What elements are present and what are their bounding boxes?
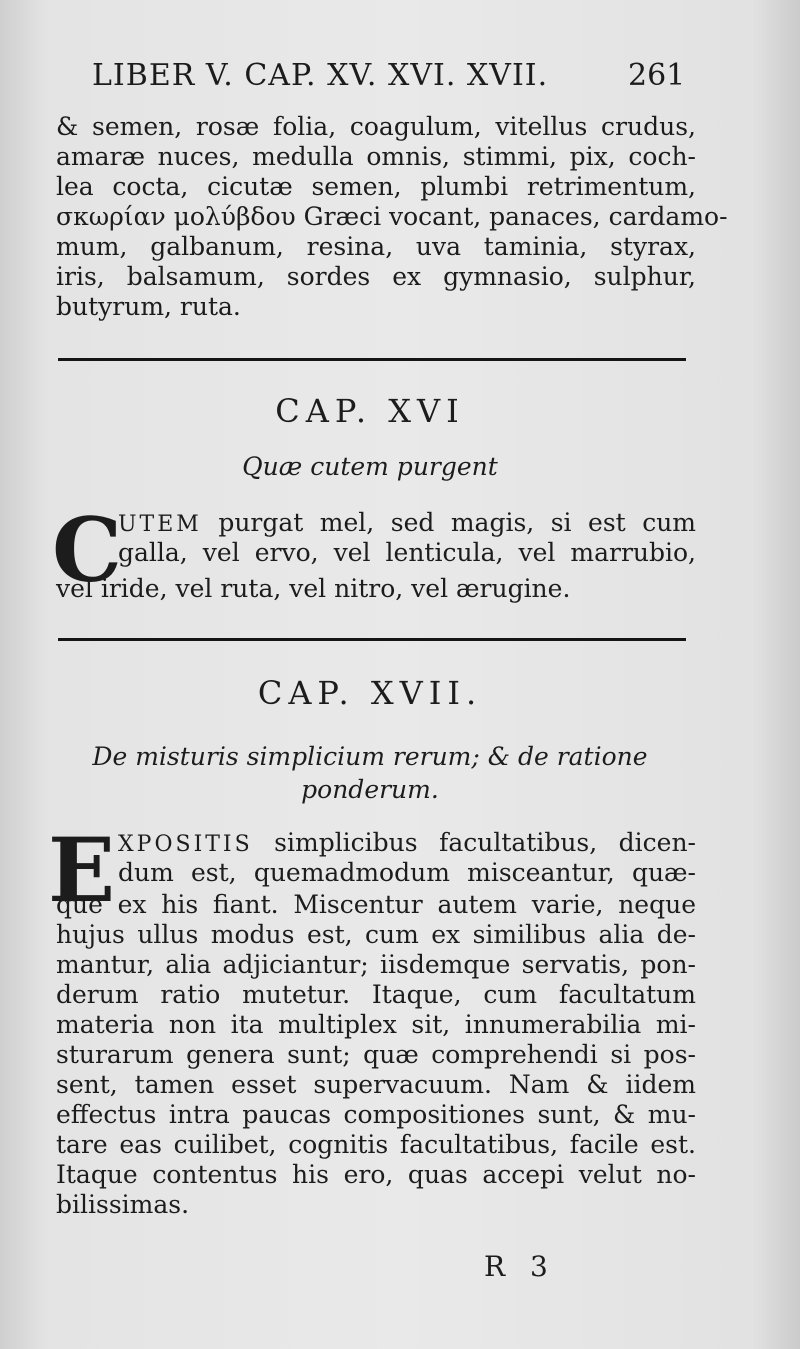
text-line: lea cocta, cicutæ semen, plumbi retrimentum, (56, 172, 696, 201)
text-line: sent, tamen esset supervacuum. Nam & iidem (56, 1070, 696, 1099)
text-line: mum, galbanum, resina, uva taminia, styrax, (56, 232, 696, 261)
drop-cap: C (52, 498, 123, 602)
text-line (118, 828, 696, 858)
top-paragraph (56, 112, 728, 322)
cap17-paragraph-first-lines (118, 828, 696, 888)
cap16-paragraph-first-lines (118, 508, 696, 568)
chapter-heading-xvi: CAP. XVI (275, 392, 465, 430)
text-line: tare eas cuilibet, cognitis facultatibus, facile est. (56, 1130, 696, 1159)
section-rule (58, 358, 686, 361)
text-span: purgat mel, sed magis, si est cum (218, 508, 697, 537)
text-line: que ex his fiant. Miscentur autem varie, neque (56, 890, 696, 919)
cap17-paragraph-body (56, 890, 696, 1220)
text-line: bilissimas. (56, 1190, 190, 1219)
chapter-subtitle-xvii-line1: De misturis simplicium rerum; & de ratione (92, 742, 648, 771)
page-header (0, 58, 800, 108)
text-line: amaræ nuces, medulla omnis, stimmi, pix, coch- (56, 142, 696, 171)
lead-in-caps: XPOSITIS (118, 832, 253, 857)
text-line: materia non ita multiplex sit, innumerabilia mi- (56, 1010, 696, 1039)
text-line: iris, balsamum, sordes ex gymnasio, sulphur, (56, 262, 696, 291)
section-rule (58, 638, 686, 641)
text-line: Itaque contentus his ero, quas accepi velut no- (56, 1160, 696, 1189)
running-head: LIBER V. CAP. XV. XVI. XVII. (92, 58, 549, 93)
drop-cap: E (48, 818, 116, 922)
text-line: dum est, quemadmodum misceantur, quæ- (118, 858, 696, 887)
page-number: 261 (628, 58, 686, 93)
text-line: hujus ullus modus est, cum ex similibus alia de- (56, 920, 696, 949)
text-line: vel iride, vel ruta, vel nitro, vel ærugine. (56, 574, 571, 603)
text-line: effectus intra paucas compositiones sunt, & mu- (56, 1100, 696, 1129)
lead-in-caps: UTEM (118, 512, 202, 537)
signature-mark: R 3 (484, 1250, 556, 1283)
text-line: & semen, rosæ folia, coagulum, vitellus crudus, (56, 112, 696, 141)
text-line: mantur, alia adjiciantur; iisdemque servatis, pon- (56, 950, 696, 979)
text-line (118, 508, 696, 538)
text-line: butyrum, ruta. (56, 292, 241, 321)
chapter-heading-xvii: CAP. XVII. (257, 674, 483, 712)
cap16-paragraph-last-line (56, 574, 696, 604)
text-line: sturarum genera sunt; quæ comprehendi si pos- (56, 1040, 696, 1069)
text-line: derum ratio mutetur. Itaque, cum facultatum (56, 980, 696, 1009)
chapter-subtitle-xvi: Quæ cutem purgent (242, 452, 498, 481)
chapter-subtitle-xvii-line2: ponderum. (301, 775, 439, 804)
text-span: simplicibus facultatibus, dicen- (274, 828, 696, 857)
text-line: σκωρίαν μολύβδου Græci vocant, panaces, cardamo- (56, 202, 728, 231)
text-line: galla, vel ervo, vel lenticula, vel marrubio, (118, 538, 696, 567)
